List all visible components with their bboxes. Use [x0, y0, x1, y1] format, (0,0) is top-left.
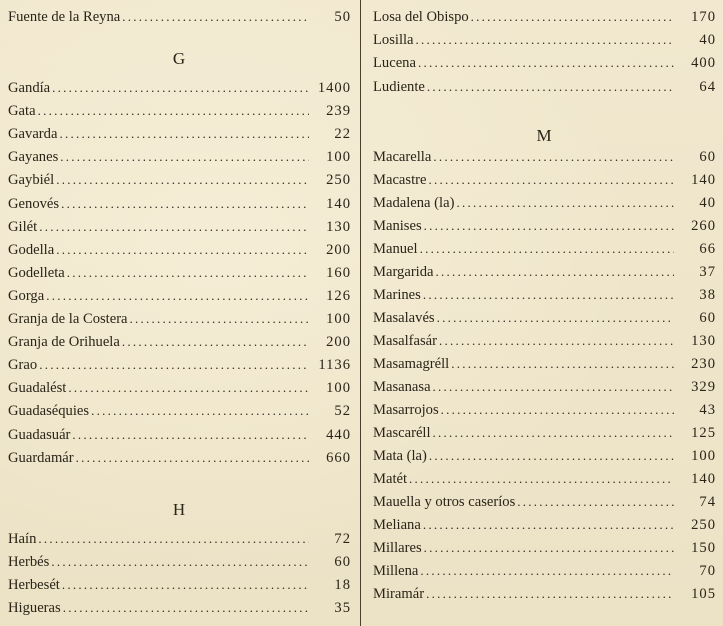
entry-value: 160	[326, 264, 351, 281]
leader-dots	[451, 353, 674, 375]
entry-row	[8, 77, 351, 99]
entry-row	[373, 6, 716, 28]
entry-name: Guardamár	[8, 449, 74, 466]
leader-dots	[418, 52, 674, 74]
entry-row	[8, 193, 351, 215]
entry-value: 40	[699, 32, 716, 49]
entry-value: 105	[691, 586, 716, 602]
entry-value: 52	[334, 403, 351, 420]
entry-name: Losa del Obispo	[373, 9, 469, 25]
entry-value: 130	[326, 218, 351, 235]
entry-name: Gayanes	[8, 149, 59, 166]
entry-value: 1400	[317, 80, 351, 96]
entry-value: 22	[334, 126, 351, 143]
entry-row	[373, 514, 716, 536]
leader-dots	[52, 77, 309, 99]
section-heading-h: H	[172, 500, 187, 519]
entry-value: 130	[691, 333, 716, 349]
leader-dots	[68, 377, 309, 399]
entry-name: Gavarda	[8, 126, 58, 143]
entry-name: Guadasuár	[8, 426, 71, 443]
entry-name: Gata	[8, 103, 36, 120]
entry-value: 66	[699, 241, 716, 257]
leader-dots	[63, 597, 309, 619]
leader-dots	[76, 447, 309, 469]
entry-name: Herbesét	[8, 577, 60, 593]
leader-dots	[122, 331, 309, 353]
entry-name: Masalfasár	[373, 333, 438, 349]
leader-dots	[517, 491, 674, 513]
entry-name: Macarella	[373, 149, 432, 165]
entry-value: 100	[326, 311, 351, 327]
leader-dots	[424, 215, 674, 237]
entry-value: 250	[691, 517, 716, 533]
entry-value: 126	[326, 287, 351, 304]
leader-dots	[433, 146, 674, 168]
entry-name: Millena	[373, 563, 419, 579]
leader-dots	[437, 307, 674, 329]
entry-name: Guadalést	[8, 380, 67, 397]
leader-dots	[56, 239, 309, 261]
entry-row	[373, 146, 716, 168]
entry-name: Manises	[373, 218, 422, 234]
entry-value: 230	[691, 356, 716, 372]
entry-value: 64	[699, 78, 716, 95]
entry-name: Gandía	[8, 80, 51, 96]
leader-dots	[91, 400, 309, 422]
entry-row	[373, 491, 716, 513]
entry-row	[373, 261, 716, 283]
entry-name: Ludiente	[373, 78, 425, 95]
leader-dots	[67, 262, 309, 284]
entry-value: 200	[326, 241, 351, 258]
entry-name: Lucena	[373, 55, 416, 72]
leader-dots	[122, 6, 309, 28]
entry-name: Masamagréll	[373, 356, 450, 372]
leader-dots	[38, 528, 309, 550]
leader-dots	[433, 422, 674, 444]
entry-name: Losilla	[373, 32, 414, 49]
leader-dots	[439, 330, 674, 352]
entry-row	[373, 560, 716, 582]
entry-name: Guadaséquies	[8, 403, 90, 420]
entry-name: Godella	[8, 241, 55, 258]
entry-row	[8, 551, 351, 573]
entry-name: Matét	[373, 471, 408, 487]
entry-name: Fuente de la Reyna	[8, 9, 121, 25]
entry-row	[373, 468, 716, 490]
entry-value: 260	[691, 218, 716, 234]
entry-row	[8, 216, 351, 238]
entry-name: Macastre	[373, 172, 427, 188]
entry-name: Haín	[8, 531, 37, 547]
leader-dots	[471, 6, 674, 28]
entry-row	[8, 597, 351, 619]
leader-dots	[51, 551, 309, 573]
leader-dots	[46, 285, 309, 307]
entry-row	[8, 146, 351, 168]
leader-dots	[436, 261, 674, 283]
entry-row	[373, 583, 716, 605]
entry-row	[8, 424, 351, 446]
entry-name: Masanasa	[373, 379, 431, 395]
entry-value: 50	[334, 9, 351, 25]
entry-row	[373, 445, 716, 467]
entry-row	[8, 308, 351, 330]
entry-value: 329	[691, 379, 716, 395]
entry-value: 100	[691, 448, 716, 464]
leader-dots	[426, 583, 674, 605]
entry-row	[373, 215, 716, 237]
entry-row	[373, 353, 716, 375]
entry-row	[373, 422, 716, 444]
entry-row	[373, 169, 716, 191]
entry-row	[8, 377, 351, 399]
leader-dots	[409, 468, 674, 490]
leader-dots	[428, 169, 674, 191]
entry-value: 200	[326, 334, 351, 351]
entry-value: 40	[699, 195, 716, 211]
entry-value: 140	[326, 195, 351, 212]
entry-row	[8, 169, 351, 191]
entry-name: Meliana	[373, 517, 421, 533]
leader-dots	[441, 399, 674, 421]
leader-dots	[72, 424, 309, 446]
entry-value: 400	[691, 55, 716, 72]
entry-name: Masarrojos	[373, 402, 439, 418]
entry-value: 1136	[318, 357, 351, 374]
entry-row	[8, 331, 351, 353]
entry-row	[8, 100, 351, 122]
entry-name: Miramár	[373, 586, 425, 602]
entry-value: 100	[326, 149, 351, 166]
leader-dots	[61, 193, 309, 215]
leader-dots	[423, 514, 674, 536]
leader-dots	[62, 574, 309, 596]
entry-row	[373, 537, 716, 559]
entry-value: 70	[699, 563, 716, 579]
entry-row	[8, 400, 351, 422]
entry-name: Granja de Orihuela	[8, 334, 120, 351]
entry-name: Higueras	[8, 600, 61, 616]
leader-dots	[130, 308, 309, 330]
leader-dots	[420, 560, 674, 582]
entry-row	[8, 6, 351, 28]
entry-name: Godelleta	[8, 264, 65, 281]
entry-value: 60	[699, 310, 716, 326]
leader-dots	[60, 146, 309, 168]
entry-name: Margarida	[373, 264, 434, 280]
entry-value: 100	[326, 380, 351, 397]
entry-row	[8, 574, 351, 596]
leader-dots	[420, 238, 674, 260]
entry-row	[8, 354, 351, 376]
entry-name: Mauella y otros caseríos	[373, 494, 516, 510]
entry-name: Masalavés	[373, 310, 435, 326]
entry-row	[373, 238, 716, 260]
entry-row	[373, 192, 716, 214]
entry-value: 660	[326, 449, 351, 466]
entry-row	[373, 29, 716, 51]
entry-value: 170	[691, 9, 716, 25]
leader-dots	[433, 376, 674, 398]
entry-value: 440	[326, 426, 351, 443]
entry-value: 250	[326, 172, 351, 189]
entry-row	[373, 52, 716, 74]
entry-value: 38	[699, 287, 716, 303]
entry-row	[8, 447, 351, 469]
section-heading-g: G	[172, 49, 187, 68]
entry-row	[8, 123, 351, 145]
leader-dots	[416, 29, 674, 51]
entry-name: Granja de la Costera	[8, 311, 128, 327]
leader-dots	[38, 100, 309, 122]
entry-value: 72	[334, 531, 351, 547]
entry-value: 150	[691, 540, 716, 556]
entry-row	[8, 262, 351, 284]
leader-dots	[39, 216, 309, 238]
entry-value: 239	[326, 103, 351, 120]
leader-dots	[59, 123, 309, 145]
entry-value: 140	[691, 172, 716, 188]
leader-dots	[39, 354, 309, 376]
entry-value: 35	[334, 600, 351, 616]
entry-value: 18	[334, 577, 351, 593]
leader-dots	[56, 169, 309, 191]
entry-name: Madalena (la)	[373, 195, 455, 211]
entry-name: Genovés	[8, 195, 60, 212]
entry-name: Herbés	[8, 554, 50, 570]
entry-name: Grao	[8, 357, 38, 374]
leader-dots	[427, 76, 674, 98]
entry-value: 125	[691, 425, 716, 441]
entry-value: 43	[699, 402, 716, 418]
entry-row	[8, 285, 351, 307]
entry-name: Gaybiél	[8, 172, 55, 189]
entry-row	[8, 239, 351, 261]
entry-row	[373, 330, 716, 352]
entry-value: 60	[699, 149, 716, 165]
entry-name: Gilét	[8, 218, 38, 235]
leader-dots	[424, 537, 674, 559]
leader-dots	[429, 445, 674, 467]
entry-value: 140	[691, 471, 716, 487]
entry-value: 37	[699, 264, 716, 280]
leader-dots	[456, 192, 674, 214]
entry-row	[373, 399, 716, 421]
entry-row	[373, 284, 716, 306]
entry-row	[8, 528, 351, 550]
entry-name: Millares	[373, 540, 422, 556]
entry-name: Manuel	[373, 241, 418, 257]
entry-value: 60	[334, 554, 351, 570]
entry-row	[373, 76, 716, 98]
entry-row	[373, 376, 716, 398]
entry-row	[373, 307, 716, 329]
leader-dots	[423, 284, 674, 306]
column-divider	[360, 0, 361, 626]
entry-name: Mata (la)	[373, 448, 427, 464]
section-heading-m: M	[536, 126, 553, 145]
entry-name: Marines	[373, 287, 421, 303]
entry-name: Mascaréll	[373, 425, 431, 441]
entry-value: 74	[699, 494, 716, 510]
entry-name: Gorga	[8, 287, 45, 304]
